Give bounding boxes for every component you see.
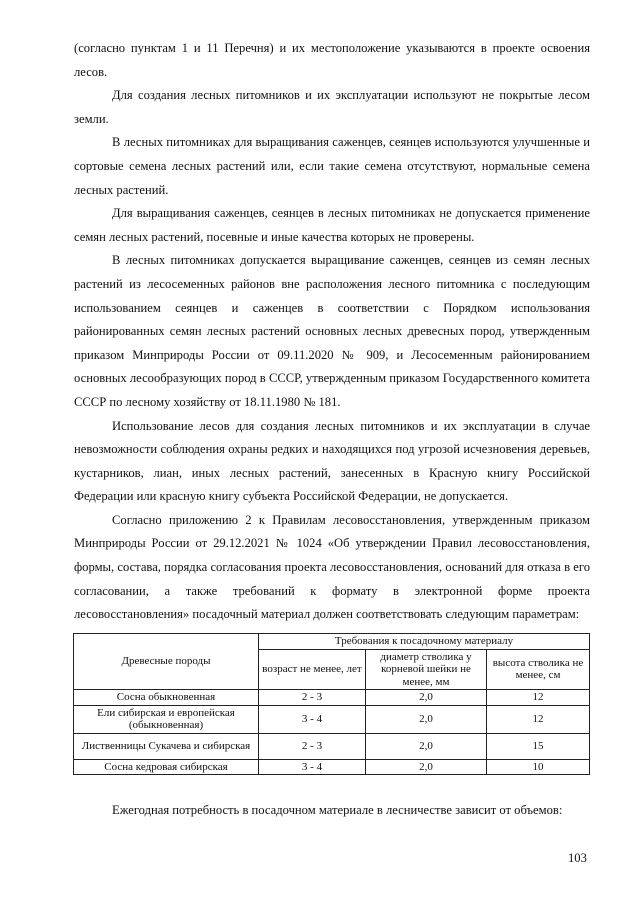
header-age: возраст не менее, лет [259,649,366,690]
cell-diameter: 2,0 [366,759,487,775]
planting-material-table [73,633,590,775]
table-row [74,705,590,733]
header-species: Древесные породы [74,634,259,690]
cell-diameter: 2,0 [366,690,487,706]
cell-diameter: 2,0 [366,733,487,759]
table-row [74,759,590,775]
paragraph: В лесных питомниках допускается выращивание саженцев, сеянцев из семян лесных растений из лесосеменных районов вне расположения лесного питомника с последующим использованием сеянцев и саженцев в соответствии с Порядком использования районированных семян лесных растений основных лесных древесных пород, утвержденным приказом Минприроды России от 09.11.2020 № 909, и Лесосеменным районированием основных лесообразующих пород в СССР, утвержденным приказом Государственного комитета СССР по лесному хозяйству от 18.11.1980 № 181. [74,253,590,409]
cell-height: 10 [487,759,590,775]
header-diameter: диаметр стволика у корневой шейки не менее, мм [366,649,487,690]
cell-species: Лиственницы Сукачева и сибирская [74,733,259,759]
cell-species: Сосна обыкновенная [74,690,259,706]
table-row [74,733,590,759]
cell-age: 3 - 4 [259,705,366,733]
cell-age: 2 - 3 [259,690,366,706]
paragraph: Для создания лесных питомников и их эксплуатации используют не покрытые лесом земли. [74,88,590,126]
closing-paragraph: Ежегодная потребность в посадочном материале в лесничестве зависит от объемов: [112,803,563,817]
paragraph: В лесных питомниках для выращивания саженцев, сеянцев используются улучшенные и сортовые семена лесных растений или, если такие семена отсутствуют, нормальные семена лесных растений. [74,135,590,197]
header-requirements: Требования к посадочному материалу [259,634,590,650]
body-text [74,37,590,627]
cell-height: 15 [487,733,590,759]
header-height: высота стволика не менее, см [487,649,590,690]
cell-age: 3 - 4 [259,759,366,775]
cell-height: 12 [487,690,590,706]
paragraph: Использование лесов для создания лесных питомников и их эксплуатации в случае невозможности соблюдения охраны редких и находящихся под угрозой исчезновения деревьев, кустарников, лиан, иных лесных растений, занесенных в Красную книгу Российской Федерации или красную книгу субъекта Российской Федерации, не допускается. [74,418,590,504]
paragraph: Согласно приложению 2 к Правилам лесовосстановления, утвержденным приказом Минприроды России от 29.12.2021 № 1024 «Об утверждении Правил лесовосстановления, формы, состава, порядка согласования проекта лесовосстановления, оснований для отказа в его согласовании, а также требований к формату в электронной форме проекта лесовосстановления» посадочный материал должен соответствовать следующим параметрам: [74,512,590,622]
cell-age: 2 - 3 [259,733,366,759]
paragraph: Для выращивания саженцев, сеянцев в лесных питомниках не допускается применение семян лесных растений, посевные и иные качества которых не проверены. [74,206,590,244]
cell-height: 12 [487,705,590,733]
cell-diameter: 2,0 [366,705,487,733]
cell-species: Ели сибирская и европейская (обыкновенная) [74,705,259,733]
page-number: 103 [568,851,587,865]
paragraph: (согласно пунктам 1 и 11 Перечня) и их местоположение указываются в проекте освоения лесов. [74,41,590,79]
cell-species: Сосна кедровая сибирская [74,759,259,775]
table-row [74,690,590,706]
